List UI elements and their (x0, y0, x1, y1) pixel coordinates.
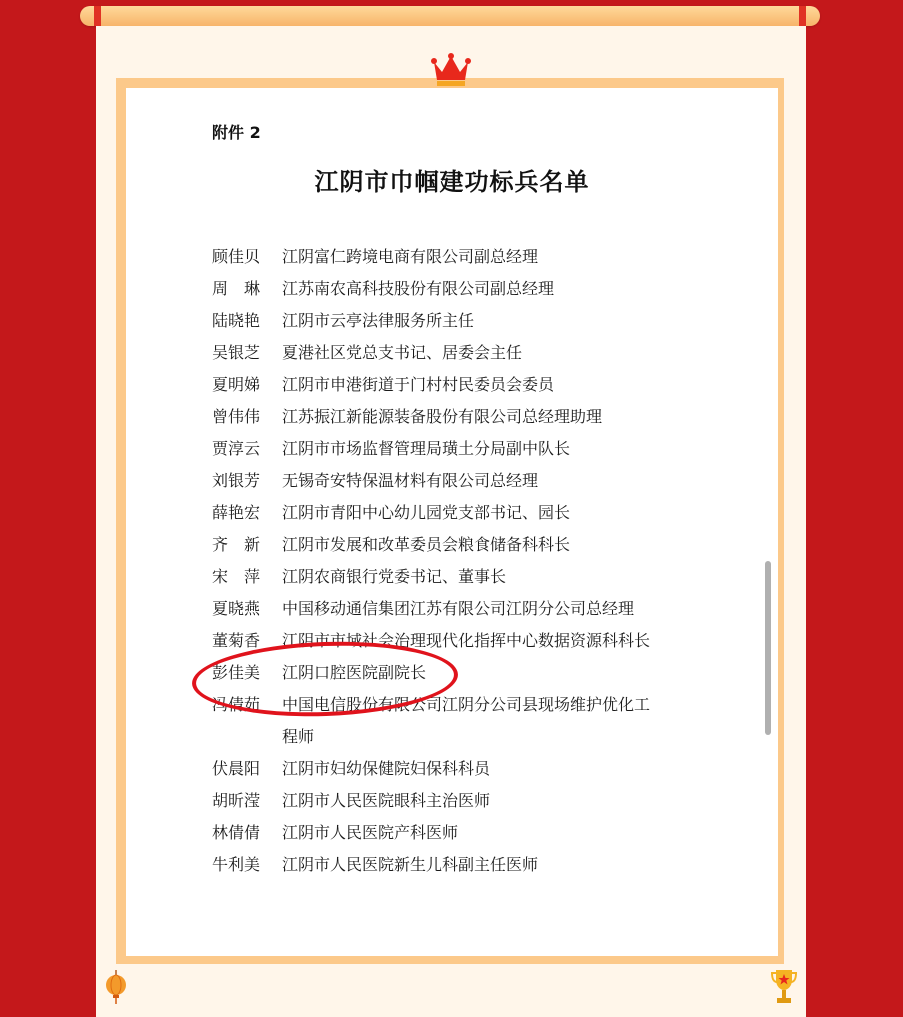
list-item (212, 369, 554, 401)
honoree-position: 江阴市妇幼保健院妇保科科员 (282, 759, 491, 778)
honoree-position: 江苏南农高科技股份有限公司副总经理 (282, 279, 555, 298)
honoree-position: 无锡奇安特保温材料有限公司总经理 (282, 471, 539, 490)
list-item (212, 337, 522, 369)
honoree-name: 刘银芳 (212, 471, 261, 490)
honoree-position: 夏港社区党总支书记、居委会主任 (282, 343, 523, 362)
honoree-position: 江阴富仁跨境电商有限公司副总经理 (282, 247, 539, 266)
honoree-position: 江阴市申港街道于门村村民委员会委员 (282, 375, 555, 394)
list-item (212, 273, 554, 305)
lantern-icon (104, 970, 128, 1004)
honoree-name: 吴银芝 (212, 343, 261, 362)
honoree-name: 齐 新 (212, 535, 261, 554)
honoree-position: 江阴口腔医院副院长 (282, 663, 427, 682)
honoree-position: 江阴市青阳中心幼儿园党支部书记、园长 (282, 503, 571, 522)
honoree-name: 夏晓燕 (212, 599, 261, 618)
scroll-rod-cap-left (94, 6, 101, 26)
scrollbar-thumb[interactable] (765, 561, 771, 735)
honoree-position: 江阴市云亭法律服务所主任 (282, 311, 475, 330)
honoree-position: 江苏振江新能源装备股份有限公司总经理助理 (282, 407, 603, 426)
honoree-position: 江阴农商银行党委书记、董事长 (282, 567, 507, 586)
list-item (212, 593, 634, 625)
honoree-name: 伏晨阳 (212, 759, 261, 778)
list-item (212, 497, 570, 529)
list-item (212, 753, 490, 785)
crown-icon (430, 52, 472, 88)
page-title: 江阴市巾帼建功标兵名单 (314, 167, 590, 196)
honoree-name: 顾佳贝 (212, 247, 261, 266)
honoree-position: 江阴市人民医院新生儿科副主任医师 (282, 855, 539, 874)
honoree-name: 冯倩茹 (212, 695, 261, 714)
honoree-position: 中国电信股份有限公司江阴分公司县现场维护优化工程师 (282, 695, 651, 746)
list-item (212, 529, 570, 561)
honoree-name: 董菊香 (212, 631, 261, 650)
scroll-rod (80, 6, 820, 26)
honoree-name: 宋 萍 (212, 567, 261, 586)
honoree-name: 彭佳美 (212, 663, 261, 682)
honoree-name: 林倩倩 (212, 823, 261, 842)
list-item (212, 305, 474, 337)
honoree-position: 江阴市人民医院眼科主治医师 (282, 791, 491, 810)
list-item (212, 849, 538, 881)
honoree-name: 胡昕滢 (212, 791, 261, 810)
honoree-position: 江阴市市场监督管理局璜土分局副中队长 (282, 439, 571, 458)
scroll-rod-cap-right (799, 6, 806, 26)
trophy-icon (770, 966, 798, 1006)
list-item (212, 401, 602, 433)
attachment-label: 附件 2 (212, 123, 261, 142)
honoree-position: 江阴市市域社会治理现代化指挥中心数据资源科科长 (282, 631, 651, 650)
honoree-name: 周 琳 (212, 279, 261, 298)
list-item (212, 241, 538, 273)
honoree-name: 薛艳宏 (212, 503, 261, 522)
honoree-name: 陆晓艳 (212, 311, 261, 330)
honoree-position: 江阴市发展和改革委员会粮食储备科科长 (282, 535, 571, 554)
honoree-position: 江阴市人民医院产科医师 (282, 823, 459, 842)
honoree-name: 牛利美 (212, 855, 261, 874)
list-item (212, 785, 490, 817)
honoree-name: 贾淳云 (212, 439, 261, 458)
list-item (212, 433, 570, 465)
list-item (212, 817, 458, 849)
honoree-position: 中国移动通信集团江苏有限公司江阴分公司总经理 (282, 599, 635, 618)
list-item (212, 465, 538, 497)
honoree-name: 夏明娣 (212, 375, 261, 394)
list-item (212, 561, 506, 593)
honoree-name: 曾伟伟 (212, 407, 261, 426)
